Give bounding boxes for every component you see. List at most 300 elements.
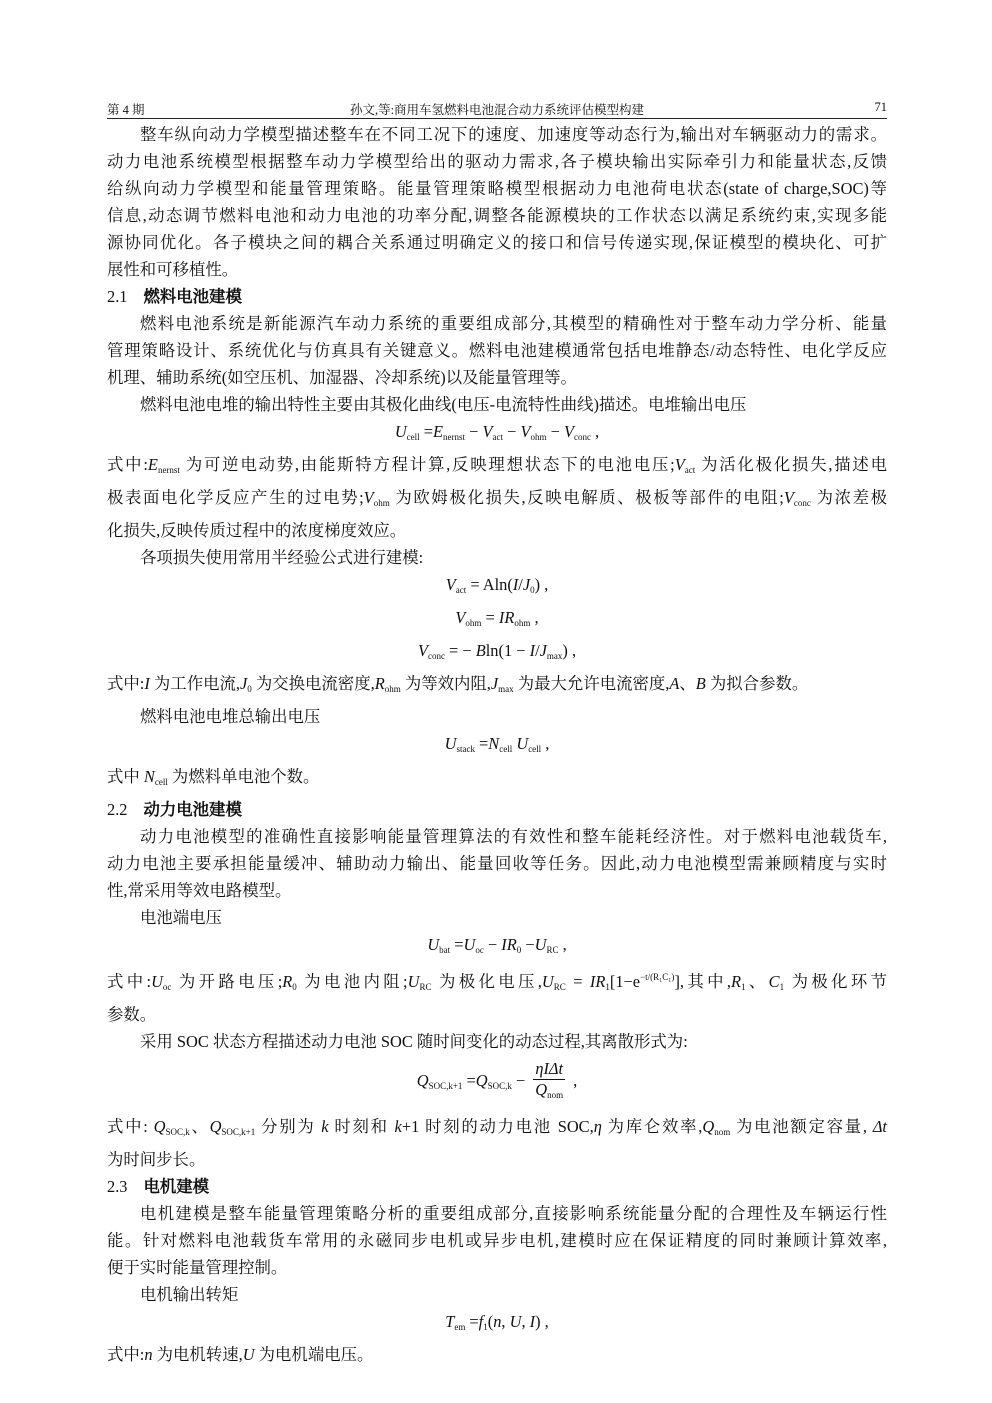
text-line xyxy=(107,484,887,517)
math-variable: IR xyxy=(498,608,515,627)
math-variable: I xyxy=(529,641,536,660)
equation xyxy=(107,1308,887,1341)
text-run: 整车纵向动力学模型描述整车在不同工况下的速度、加速度等动态行为,输出对车辆驱动力的需求。 xyxy=(140,125,887,144)
text-run: , xyxy=(521,1312,530,1331)
text-run: = Aln( xyxy=(466,575,513,594)
math-variable: k xyxy=(394,1117,402,1136)
text-run: 为燃料单电池个数。 xyxy=(167,767,320,786)
text-run: 能。针对燃料电池载货车常用的永磁同步电机或异步电机,建模时应在保证精度的同时兼顾计算效率, xyxy=(107,1231,887,1250)
text-run: 各项损失使用常用半经验公式进行建模: xyxy=(140,548,424,567)
text-line xyxy=(107,1227,887,1254)
text-run: , xyxy=(530,608,539,627)
text-line xyxy=(107,823,887,850)
math-symbol xyxy=(148,455,180,474)
math-symbol xyxy=(702,1117,730,1136)
math-symbol xyxy=(375,674,401,693)
math-symbol xyxy=(455,608,481,627)
text-run: 式中: xyxy=(107,674,145,693)
text-run: 为拟合参数。 xyxy=(705,674,809,693)
math-variable: V xyxy=(455,608,466,627)
math-variable: N xyxy=(143,767,155,786)
section-title: 动力电池建模 xyxy=(143,800,242,819)
text-run: 展性和可移植性。 xyxy=(107,260,239,279)
math-variable: R xyxy=(282,972,293,991)
text-run: / xyxy=(518,575,523,594)
math-symbol xyxy=(395,1117,402,1136)
text-line xyxy=(107,175,887,202)
paragraph xyxy=(107,823,887,904)
math-subscript: oc xyxy=(475,945,484,955)
text-run: = xyxy=(565,972,590,991)
text-run: , xyxy=(590,422,600,441)
math-variable: I xyxy=(144,674,150,693)
text-run: 为库仑效率, xyxy=(601,1117,703,1136)
math-variable: Q xyxy=(153,1117,166,1136)
text-line xyxy=(107,1113,887,1146)
math-variable: E xyxy=(433,422,444,441)
fraction xyxy=(533,1059,565,1105)
paragraph xyxy=(107,763,887,796)
equation xyxy=(107,931,887,964)
math-variable: R xyxy=(731,972,742,991)
math-symbol xyxy=(144,767,168,786)
text-line xyxy=(107,121,887,148)
paragraph xyxy=(107,904,887,931)
math-variable: J xyxy=(490,674,499,693)
math-variable: U xyxy=(407,972,420,991)
math-symbol xyxy=(408,972,432,991)
text-line xyxy=(107,202,887,229)
math-subscript: stack xyxy=(456,744,475,754)
math-subscript: ohm xyxy=(384,684,401,694)
math-variable: V xyxy=(563,422,574,441)
text-line xyxy=(107,148,887,175)
text-line xyxy=(107,1001,887,1028)
text-run: 为可逆电动势,由能斯特方程计算,反映理想状态下的电池电压; xyxy=(179,455,675,474)
math-subscript: cell xyxy=(528,744,542,754)
text-run: 式中: xyxy=(107,1345,145,1364)
section-number: 2.3 xyxy=(107,1177,128,1196)
math-subscript: nernst xyxy=(443,432,466,442)
section-title: 电机建模 xyxy=(143,1177,210,1196)
text-run: 电机建模是整车能量管理策略分析的重要组成部分,直接影响系统能量分配的合理性及车辆运行性 xyxy=(140,1204,887,1223)
text-line xyxy=(107,451,887,484)
text-run: 便于实时能量管理控制。 xyxy=(107,1258,288,1277)
running-title: 孙文,等:商用车氢燃料电池混合动力系统评估模型构建 xyxy=(349,103,645,117)
text-line xyxy=(107,877,887,904)
math-symbol xyxy=(418,641,445,660)
paragraph xyxy=(107,1028,887,1055)
text-run: − xyxy=(465,422,483,441)
math-symbol xyxy=(446,575,467,594)
math-variable: U xyxy=(534,935,547,954)
math-subscript: em xyxy=(454,1322,466,1332)
text-run: 参数。 xyxy=(107,1005,157,1024)
math-symbol xyxy=(564,422,591,441)
math-variable: C xyxy=(768,972,780,991)
math-variable: U xyxy=(242,1345,255,1364)
text-run: 电机输出转矩 xyxy=(140,1285,239,1304)
text-line xyxy=(107,517,887,544)
math-variable: Q xyxy=(416,1070,429,1090)
equation xyxy=(107,418,887,451)
math-symbol xyxy=(282,972,297,991)
math-symbol xyxy=(523,575,535,594)
text-run: = xyxy=(419,422,434,441)
text-line xyxy=(107,1341,887,1368)
math-subscript: SOC,k+1 xyxy=(428,1080,463,1091)
text-run: 为电池额定容量, xyxy=(730,1117,873,1136)
math-variable: U xyxy=(394,422,407,441)
math-symbol xyxy=(873,1117,887,1136)
math-variable: V xyxy=(783,488,794,507)
math-variable: B xyxy=(475,641,486,660)
text-run: 给纵向动力学模型和能量管理策略。能量管理策略模型根据动力电池荷电状态(state of charge,SOC)等 xyxy=(107,179,887,198)
math-variable: V xyxy=(482,422,493,441)
math-symbol xyxy=(417,1071,463,1090)
text-run: = xyxy=(450,935,464,954)
text-line xyxy=(107,670,887,703)
math-subscript: act xyxy=(492,432,503,442)
text-run: = − xyxy=(444,641,476,660)
text-line xyxy=(107,337,887,364)
text-line xyxy=(107,850,887,877)
issue-label: 第 4 期 xyxy=(107,103,145,117)
math-subscript: max xyxy=(498,684,514,694)
math-subscript: ohm xyxy=(373,498,390,508)
paragraph xyxy=(107,703,887,730)
paragraph xyxy=(107,544,887,571)
math-symbol xyxy=(479,1312,488,1331)
text-line xyxy=(107,229,887,256)
math-subscript: ohm xyxy=(465,618,482,628)
text-run: 、 xyxy=(679,674,696,693)
math-symbol xyxy=(516,734,541,753)
text-run: 为活化极化损失,描述电 xyxy=(695,455,887,474)
math-variable: k xyxy=(321,1117,329,1136)
text-run: ],其中, xyxy=(674,972,731,991)
math-symbol xyxy=(476,641,486,660)
math-variable: J xyxy=(539,641,547,660)
paragraph xyxy=(107,451,887,544)
text-run: 燃料电池电堆总输出电压 xyxy=(140,707,321,726)
math-symbol xyxy=(696,674,706,693)
section-heading xyxy=(107,1173,887,1200)
text-run: = xyxy=(462,1070,476,1090)
text-run: 时刻和 xyxy=(328,1117,395,1136)
text-run: 为浓差极 xyxy=(810,488,888,507)
math-variable: N xyxy=(488,734,500,753)
text-run: 为时间步长。 xyxy=(107,1150,206,1169)
math-subscript: conc xyxy=(427,651,445,661)
text-run: ) , xyxy=(535,1312,549,1331)
text-run: 式中 xyxy=(107,767,144,786)
text-run: = xyxy=(465,1312,479,1331)
text-run: − xyxy=(546,422,564,441)
math-symbol xyxy=(540,641,563,660)
text-line xyxy=(107,364,887,391)
math-symbol xyxy=(243,1345,255,1364)
text-line xyxy=(107,1281,887,1308)
text-run: 为极化环节 xyxy=(784,972,887,991)
math-subscript: conc xyxy=(573,432,591,442)
math-variable: V xyxy=(417,641,428,660)
text-run: = xyxy=(474,734,489,753)
math-variable: Q xyxy=(209,1117,222,1136)
math-symbol xyxy=(542,972,566,991)
fraction-numerator xyxy=(533,1059,565,1080)
math-symbol xyxy=(499,608,531,627)
article-body xyxy=(107,121,887,1368)
math-subscript: SOC,k xyxy=(487,1080,512,1091)
math-variable: U xyxy=(427,935,440,954)
math-subscript: 1 xyxy=(741,982,746,992)
math-subscript: cell xyxy=(154,777,168,787)
text-run: 为欧姆极化损失,反映电解质、极板等部件的电阻; xyxy=(389,488,784,507)
math-symbol xyxy=(476,1071,512,1090)
math-symbol xyxy=(154,1117,190,1136)
page-number: 71 xyxy=(874,100,887,114)
math-subscript: 0 xyxy=(516,945,522,955)
math-symbol xyxy=(488,734,512,753)
text-run: 燃料电池电堆的输出特性主要由其极化曲线(电压-电流特性曲线)描述。电堆输出电压 xyxy=(140,395,747,414)
math-subscript: bat xyxy=(439,945,451,955)
math-subscript: cell xyxy=(499,744,513,754)
text-line xyxy=(107,391,887,418)
math-subscript: act xyxy=(455,585,467,595)
math-symbol xyxy=(210,1117,256,1136)
math-subscript: SOC,k xyxy=(165,1127,190,1137)
text-run: 电池端电压 xyxy=(140,908,222,927)
math-variable: E xyxy=(147,455,158,474)
math-symbol xyxy=(769,972,784,991)
math-subscript: act xyxy=(684,465,696,475)
equation xyxy=(107,604,887,637)
math-subscript: SOC,k+1 xyxy=(221,1127,256,1137)
math-subscript: 0 xyxy=(530,585,535,595)
math-symbol xyxy=(594,1117,602,1136)
text-run: 燃料电池系统是新能源汽车动力系统的重要组成部分,其模型的精确性对于整车动力学分析、能量 xyxy=(140,314,887,333)
math-subscript: max xyxy=(546,651,563,661)
text-line xyxy=(107,256,887,283)
math-variable: Q xyxy=(475,1070,488,1090)
text-run: − xyxy=(503,422,521,441)
text-run: ln(1 − xyxy=(485,641,530,660)
math-symbol xyxy=(669,674,679,693)
text-run: +1 时刻的动力电池 SOC, xyxy=(401,1117,594,1136)
fraction-denominator xyxy=(533,1080,565,1105)
math-symbol xyxy=(590,972,610,991)
math-variable: n xyxy=(144,1345,153,1364)
text-run: ) , xyxy=(534,575,549,594)
math-variable: f xyxy=(478,1312,484,1331)
math-symbol xyxy=(491,674,514,693)
math-symbol xyxy=(433,422,465,441)
paragraph xyxy=(107,391,887,418)
text-run: 动力电池模型的准确性直接影响能量管理算法的有效性和整车能耗经济性。对于燃料电池载货车, xyxy=(140,827,887,846)
math-subscript: conc xyxy=(793,498,811,508)
text-run: 源协同优化。各子模块之间的耦合关系通过明确定义的接口和信号传递实现,保证模型的模块化、可扩 xyxy=(107,233,887,252)
section-heading xyxy=(107,796,887,823)
text-run: 为电池内阻; xyxy=(296,972,408,991)
math-subscript: RC xyxy=(553,982,566,992)
math-symbol xyxy=(144,1345,152,1364)
equation xyxy=(107,730,887,763)
text-run: / xyxy=(535,641,540,660)
math-subscript: RC xyxy=(419,982,432,992)
math-variable: Q xyxy=(535,1080,548,1099)
section-number: 2.1 xyxy=(107,287,128,306)
math-variable: V xyxy=(445,575,456,594)
equation xyxy=(107,571,887,604)
paragraph xyxy=(107,964,887,1028)
math-subscript: 1 xyxy=(779,982,785,992)
text-run: = xyxy=(481,608,499,627)
section-heading xyxy=(107,283,887,310)
text-run: 极表面电化学反应产生的过电势; xyxy=(107,488,364,507)
text-run: 性,常采用等效电路模型。 xyxy=(107,881,292,900)
math-variable: V xyxy=(520,422,531,441)
math-subscript: 0 xyxy=(292,982,297,992)
equation xyxy=(107,1055,887,1113)
paragraph xyxy=(107,1200,887,1281)
text-line xyxy=(107,1028,887,1055)
text-run: 为开路电压; xyxy=(171,972,283,991)
text-run: , xyxy=(501,1312,510,1331)
running-header xyxy=(107,98,887,119)
math-variable: Δt xyxy=(872,1117,887,1136)
math-variable: J xyxy=(522,575,531,594)
text-run: 为电机端电压。 xyxy=(254,1345,374,1364)
text-run: , xyxy=(558,935,567,954)
paragraph xyxy=(107,670,887,703)
math-variable: I xyxy=(512,575,519,594)
text-run: [1−e xyxy=(609,972,641,991)
math-symbol xyxy=(520,422,546,441)
section-number: 2.2 xyxy=(107,800,128,819)
section-title: 燃料电池建模 xyxy=(143,287,242,306)
math-symbol xyxy=(535,935,559,954)
text-run: 机理、辅助系统(如空压机、加湿器、冷却系统)以及能量管理等。 xyxy=(107,368,577,387)
text-run: 动力电池系统模型根据整车动力学模型给出的驱动力需求,各子模块输出实际牵引力和能量状态,反馈 xyxy=(107,152,887,171)
text-line xyxy=(107,964,887,1001)
math-subscript: ohm xyxy=(530,432,547,442)
text-run: 式中: xyxy=(107,455,148,474)
math-symbol xyxy=(445,734,475,753)
math-variable: U xyxy=(541,972,554,991)
text-line xyxy=(107,703,887,730)
paragraph xyxy=(107,1341,887,1368)
math-symbol xyxy=(321,1117,328,1136)
text-run: 、 xyxy=(745,972,769,991)
text-line xyxy=(107,544,887,571)
text-run: 分别为 xyxy=(255,1117,322,1136)
text-run: − xyxy=(511,1070,530,1090)
math-variable: V xyxy=(363,488,374,507)
equation xyxy=(107,637,887,670)
text-line xyxy=(107,1200,887,1227)
text-line xyxy=(107,1146,887,1173)
paragraph xyxy=(107,310,887,391)
text-run: 管理策略设计、系统优化与仿真具有关键意义。燃料电池建模通常包括电堆静态/动态特性、电化学反应 xyxy=(107,341,887,360)
math-symbol xyxy=(510,1312,522,1331)
text-run: 信息,动态调节燃料电池和动力电池的功率分配,调整各能源模块的工作状态以满足系统约束,实现多能 xyxy=(107,206,887,225)
math-symbol xyxy=(364,488,390,507)
math-subscript: 1 xyxy=(605,982,610,992)
math-symbol xyxy=(427,935,450,954)
math-variable: T xyxy=(445,1312,455,1331)
text-line xyxy=(107,1254,887,1281)
math-subscript: ohm xyxy=(514,618,531,628)
text-run: − xyxy=(483,935,502,954)
text-run: , xyxy=(569,1070,578,1090)
math-subscript: nom xyxy=(547,1090,564,1100)
text-run: ( xyxy=(487,1312,494,1331)
text-line xyxy=(107,904,887,931)
math-symbol xyxy=(240,674,252,693)
math-subscript: oc xyxy=(162,982,172,992)
paragraph xyxy=(107,1113,887,1173)
paragraph xyxy=(107,1281,887,1308)
math-subscript: cell xyxy=(406,432,420,442)
math-variable: η xyxy=(593,1117,602,1136)
math-subscript: nernst xyxy=(157,465,180,475)
math-variable: Q xyxy=(702,1117,715,1136)
math-symbol xyxy=(675,455,696,474)
math-symbol xyxy=(464,935,484,954)
math-variable: IR xyxy=(501,935,517,954)
math-variable: R xyxy=(374,674,385,693)
superscript: −t/(R₁C₁) xyxy=(640,972,675,982)
math-variable: IR xyxy=(589,972,606,991)
text-run: 为交换电流密度, xyxy=(251,674,375,693)
math-subscript: 1 xyxy=(483,1322,488,1332)
math-variable: V xyxy=(674,455,685,474)
paragraph xyxy=(107,121,887,283)
math-subscript: 0 xyxy=(247,684,252,694)
math-variable: U xyxy=(516,734,529,753)
text-run: 式中: xyxy=(107,1117,154,1136)
text-line xyxy=(107,763,887,796)
text-run: 化损失,反映传质过程中的浓度梯度效应。 xyxy=(107,521,407,540)
text-run: 为最大允许电流密度, xyxy=(513,674,670,693)
math-symbol xyxy=(482,422,503,441)
text-run: ) , xyxy=(562,641,577,660)
math-subscript: nom xyxy=(714,1127,731,1137)
math-variable: I xyxy=(529,1312,536,1331)
text-run: 式中: xyxy=(107,972,152,991)
math-variable: U xyxy=(444,734,457,753)
text-run: 、 xyxy=(189,1117,210,1136)
text-run: 为电机转速, xyxy=(152,1345,243,1364)
math-symbol xyxy=(731,972,746,991)
text-line xyxy=(107,310,887,337)
math-variable: A xyxy=(669,674,680,693)
math-variable: U xyxy=(151,972,163,991)
math-symbol xyxy=(501,935,521,954)
math-variable: U xyxy=(463,935,476,954)
text-run: − xyxy=(521,935,535,954)
math-symbol xyxy=(395,422,420,441)
text-run: 采用 SOC 状态方程描述动力电池 SOC 随时间变化的动态过程,其离散形式为: xyxy=(140,1032,688,1051)
text-run: 动力电池主要承担能量缓冲、辅助动力输出、能量回收等任务。因此,动力电池模型需兼顾精度与实时 xyxy=(107,854,887,873)
math-symbol xyxy=(445,1312,465,1331)
math-symbol xyxy=(535,1080,563,1099)
math-variable: J xyxy=(239,674,248,693)
math-variable: B xyxy=(695,674,706,693)
math-variable: ηIΔt xyxy=(535,1059,564,1078)
math-variable: n xyxy=(493,1312,502,1331)
